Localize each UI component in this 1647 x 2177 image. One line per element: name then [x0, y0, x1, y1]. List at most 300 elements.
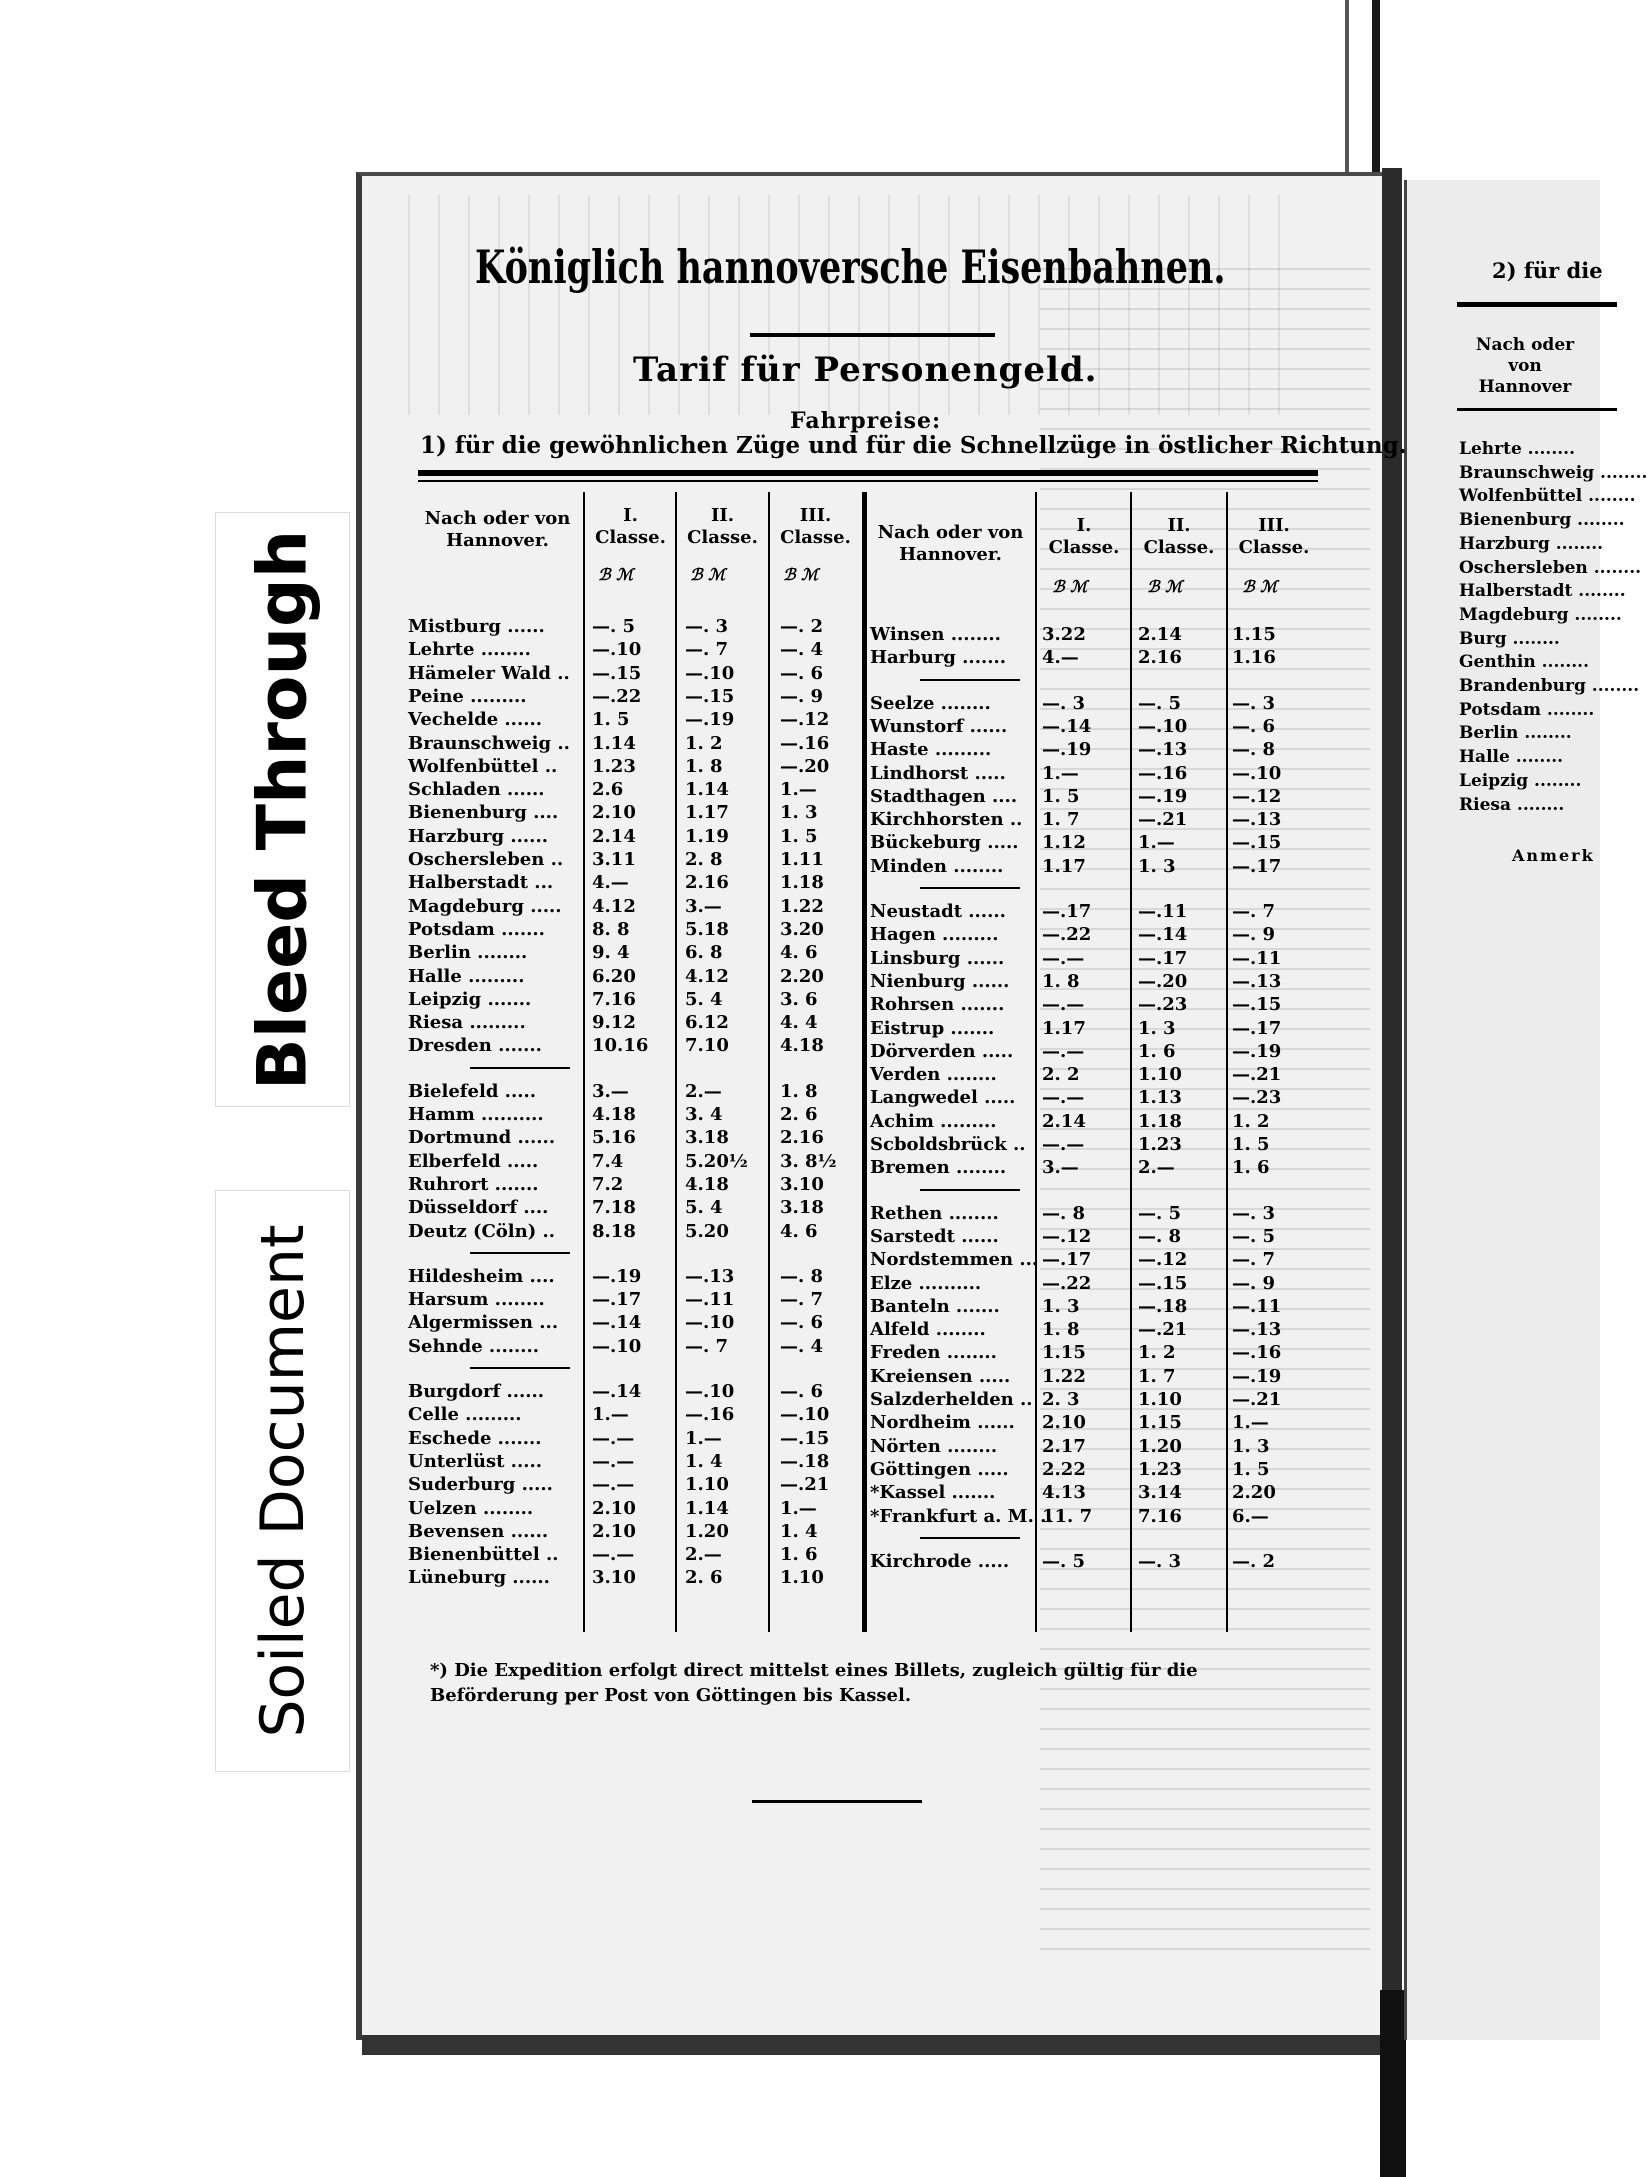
station-name: Burgdorf ......	[408, 1381, 545, 1402]
fare-class3: —.15	[1232, 832, 1282, 854]
fare-class2: 1. 3	[1138, 855, 1176, 877]
station-name: Braunschweig ..	[408, 732, 570, 754]
fare-class3: 1.22	[780, 895, 824, 917]
table-row	[408, 708, 860, 732]
table-row	[408, 1080, 860, 1104]
fare-class3: —.13	[1232, 809, 1282, 831]
binder-edge	[1345, 0, 1349, 175]
table-row	[870, 1481, 1312, 1505]
station-name: Dresden .......	[408, 1035, 542, 1057]
fare-class2: 5.18	[685, 918, 729, 940]
adjacent-page-station: Leipzig ........	[1459, 770, 1582, 791]
group-separator	[470, 1367, 570, 1369]
fare-class1: —.—	[592, 1450, 635, 1472]
fare-class1: 7.4	[592, 1150, 624, 1172]
fare-class2: —.15	[1138, 1272, 1188, 1294]
table-row	[408, 1450, 860, 1474]
station-name: Uelzen ........	[408, 1497, 534, 1519]
fare-class3: —. 6	[780, 1381, 824, 1402]
fare-class2: 2.—	[685, 1080, 722, 1102]
fare-class3: 4. 4	[780, 1012, 818, 1034]
adjacent-page-station: Potsdam ........	[1459, 699, 1595, 720]
subtitle: Tarif für Personengeld.	[633, 350, 1098, 390]
table-row	[408, 895, 860, 919]
table-row	[870, 855, 1312, 879]
table-row	[408, 1220, 860, 1244]
station-name: Kreiensen .....	[870, 1365, 1011, 1387]
table-row	[408, 1427, 860, 1451]
fare-class2: —. 7	[685, 639, 729, 661]
station-name: Halle .........	[408, 965, 525, 987]
station-name: Banteln .......	[870, 1295, 1000, 1317]
fare-class3: 4. 6	[780, 942, 818, 964]
fare-class3: 1. 6	[1232, 1157, 1270, 1179]
fare-class2: —.14	[1138, 924, 1188, 946]
left-station-header: Nach oder von Hannover.	[424, 508, 571, 551]
table-row	[870, 1272, 1312, 1296]
adjacent-page-station: Bienenburg ........	[1459, 510, 1625, 531]
fare-class1: 3.22	[1042, 624, 1086, 645]
fare-class2: 5. 4	[685, 1197, 723, 1219]
fare-class1: —.17	[1042, 1249, 1092, 1271]
fare-class3: —.12	[780, 709, 830, 731]
fare-class1: 1. 5	[592, 709, 630, 731]
fare-class2: —.23	[1138, 994, 1188, 1016]
fare-class3: 1.11	[780, 849, 824, 870]
group-separator	[920, 679, 1020, 681]
fare-class2: 1. 3	[1138, 1017, 1176, 1039]
fare-class2: —.15	[685, 685, 735, 707]
table-row	[408, 801, 860, 825]
fare-class2: —.11	[1138, 901, 1188, 922]
table-row	[870, 1318, 1312, 1342]
fare-class2: 1.17	[685, 802, 729, 824]
fare-class2: 1.—	[1138, 832, 1175, 854]
table-row	[408, 1126, 860, 1150]
fare-class3: 2. 6	[780, 1104, 818, 1125]
fahrpreise-heading: Fahrpreise:	[790, 408, 942, 434]
table-row	[408, 871, 860, 895]
left-class2-header: II. Classe.	[687, 505, 758, 548]
fare-class1: 2.17	[1042, 1435, 1086, 1457]
fare-class2: —.16	[1138, 762, 1188, 784]
station-name: Achim .........	[870, 1110, 997, 1132]
fare-class2: 5. 4	[685, 988, 723, 1010]
table-row	[870, 1550, 1312, 1574]
fare-class3: —. 8	[1232, 739, 1276, 761]
station-name: Leipzig .......	[408, 988, 532, 1010]
fare-class1: 11. 7	[1042, 1505, 1093, 1527]
fare-class2: 5.20⅟₂	[685, 1150, 748, 1172]
station-name: Sehnde ........	[408, 1335, 540, 1357]
fare-class3: 1. 8	[780, 1080, 818, 1102]
adjacent-page-station: Riesa ........	[1459, 794, 1565, 815]
adjacent-page-station: Magdeburg ........	[1459, 604, 1622, 625]
station-name: Scboldsbrück ..	[870, 1134, 1026, 1155]
fare-class1: —.10	[592, 639, 642, 661]
fare-class1: —.—	[1042, 1087, 1085, 1109]
table-row	[870, 831, 1312, 855]
table-row	[870, 808, 1312, 832]
station-name: Dörverden .....	[870, 1040, 1014, 1062]
currency-unit-label: ℬ ℳ	[783, 565, 819, 584]
fare-class3: —. 7	[780, 1289, 824, 1311]
fare-class2: 2. 8	[685, 849, 723, 870]
adjacent-page-heading: 2) für die	[1492, 258, 1603, 283]
footer-rule	[752, 1800, 922, 1803]
fare-class3: 1. 5	[1232, 1458, 1270, 1480]
adjacent-page-station: Brandenburg ........	[1459, 676, 1640, 697]
fare-class1: 4.13	[1042, 1482, 1086, 1504]
table-row	[408, 1520, 860, 1544]
fare-class3: —.18	[780, 1450, 830, 1472]
fare-class3: 1. 5	[780, 825, 818, 847]
fare-class3: —.17	[1232, 855, 1282, 877]
fare-class1: 7.2	[592, 1173, 624, 1195]
station-name: Elze ..........	[870, 1272, 982, 1294]
table-row	[870, 715, 1312, 739]
fare-class1: —.17	[592, 1289, 642, 1311]
station-name: Magdeburg .....	[408, 895, 562, 917]
fare-class2: 1. 6	[1138, 1040, 1176, 1062]
fare-class3: —. 7	[1232, 901, 1276, 922]
fare-class2: 2.14	[1138, 624, 1182, 645]
fare-class3: —.10	[780, 1404, 830, 1426]
station-name: Rethen ........	[870, 1202, 999, 1224]
table-row	[870, 692, 1312, 716]
table-row	[870, 762, 1312, 786]
fare-class1: 2.10	[592, 802, 636, 824]
station-name: Riesa .........	[408, 1012, 526, 1034]
fare-class1: 2.22	[1042, 1458, 1086, 1480]
table-row	[408, 1566, 860, 1590]
table-row	[408, 1265, 860, 1289]
fare-class2: —.21	[1138, 809, 1188, 831]
fare-class2: —. 3	[1138, 1550, 1182, 1572]
table-row	[870, 1063, 1312, 1087]
right-class1-header: I. Classe.	[1048, 515, 1120, 558]
table-row	[408, 1543, 860, 1567]
station-name: Elberfeld .....	[408, 1150, 539, 1172]
fare-class2: 1.14	[685, 779, 729, 801]
fare-class3: —.17	[1232, 1017, 1282, 1039]
table-row	[408, 1473, 860, 1497]
fare-class3: 1. 3	[1232, 1435, 1270, 1457]
fare-class1: 1. 3	[1042, 1295, 1080, 1317]
group-separator	[920, 1537, 1020, 1539]
fare-class1: 2. 3	[1042, 1389, 1080, 1410]
fare-class2: 3.—	[685, 895, 722, 917]
fare-class1: 4.18	[592, 1104, 636, 1125]
currency-unit-label: ℬ ℳ	[690, 565, 726, 584]
fare-class2: 1.20	[1138, 1435, 1182, 1457]
fare-class2: —.10	[685, 662, 735, 684]
title-rule	[750, 333, 995, 337]
table-row	[870, 1365, 1312, 1389]
fare-class1: —. 8	[1042, 1202, 1086, 1224]
fare-class3: —.12	[1232, 785, 1282, 807]
table-row	[408, 1403, 860, 1427]
fare-class2: —.18	[1138, 1295, 1188, 1317]
table-row	[870, 1295, 1312, 1319]
station-name: Alfeld ........	[870, 1319, 986, 1341]
fare-class2: 1.10	[1138, 1064, 1182, 1086]
fare-class1: —.14	[1042, 715, 1092, 737]
adjacent-page-station: Berlin ........	[1459, 723, 1572, 744]
fare-class3: —. 4	[780, 1335, 824, 1357]
page-bottom-edge	[362, 2035, 1397, 2055]
fare-class1: 1. 8	[1042, 1319, 1080, 1341]
fare-class2: —.13	[1138, 739, 1188, 761]
fare-class2: —.21	[1138, 1319, 1188, 1341]
table-row	[408, 918, 860, 942]
fare-class3: 2.20	[1232, 1482, 1276, 1504]
table-row	[408, 848, 860, 872]
fare-class2: 2. 6	[685, 1567, 723, 1589]
right-station-header: Nach oder von Hannover.	[877, 522, 1024, 565]
currency-unit-label: ℬ ℳ	[1052, 577, 1088, 596]
station-name: Kirchhorsten ..	[870, 809, 1023, 831]
group-separator	[920, 887, 1020, 889]
fare-class1: —.10	[592, 1335, 642, 1357]
fare-class2: —.19	[1138, 785, 1188, 807]
fare-class2: 4.12	[685, 965, 729, 987]
right-class2-header: II. Classe.	[1143, 515, 1215, 558]
fare-class1: 8. 8	[592, 918, 630, 940]
fare-class2: —.17	[1138, 947, 1188, 969]
table-row	[408, 1150, 860, 1174]
fare-class3: 1.—	[780, 779, 817, 801]
fare-class1: 3.11	[592, 849, 636, 870]
left-class1-header: I. Classe.	[595, 505, 666, 548]
table-row	[870, 1133, 1312, 1157]
fare-class3: —. 9	[1232, 1272, 1276, 1294]
station-name: *Kassel .......	[870, 1482, 996, 1504]
table-row	[870, 738, 1312, 762]
fare-class3: —. 6	[780, 1312, 824, 1334]
fare-class2: —. 7	[685, 1335, 729, 1357]
fare-class1: —.—	[1042, 947, 1085, 969]
table-row	[870, 1435, 1312, 1459]
station-name: Suderburg .....	[408, 1474, 553, 1496]
fare-class1: 1.17	[1042, 1017, 1086, 1039]
fare-class1: 2.10	[1042, 1412, 1086, 1434]
fare-class3: 1. 5	[1232, 1134, 1270, 1155]
station-name: Celle .........	[408, 1404, 522, 1426]
fare-class2: —.10	[1138, 715, 1188, 737]
station-name: Eschede .......	[408, 1427, 542, 1449]
table-top-rule	[418, 470, 1318, 476]
fare-class3: 2.16	[780, 1127, 824, 1149]
adjacent-page-station: Oschersleben ........	[1459, 557, 1642, 578]
table-top-rule-thin	[418, 480, 1318, 482]
station-name: Verden ........	[870, 1064, 997, 1086]
table-row	[870, 1156, 1312, 1180]
station-name: Langwedel .....	[870, 1087, 1016, 1109]
adjacent-page-column-header: Nach oder von Hannover	[1475, 335, 1575, 397]
fare-class2: —.10	[685, 1381, 735, 1402]
adjacent-page-station: Genthin ........	[1459, 652, 1589, 673]
fare-class2: —. 5	[1138, 1202, 1182, 1224]
station-name: Düsseldorf ....	[408, 1197, 549, 1219]
fare-class2: 1. 8	[685, 755, 723, 777]
table-row	[870, 1202, 1312, 1226]
currency-unit-label: ℬ ℳ	[598, 565, 634, 584]
fare-class3: —.21	[780, 1474, 830, 1496]
adjacent-page-station: Lehrte ........	[1459, 439, 1576, 459]
adjacent-page-station: Halberstadt ........	[1459, 581, 1626, 602]
station-name: Seelze ........	[870, 692, 991, 714]
fare-class1: 7.16	[592, 988, 636, 1010]
fare-class2: —.11	[685, 1289, 735, 1311]
fare-class1: 3.10	[592, 1567, 636, 1589]
station-name: Potsdam .......	[408, 918, 545, 940]
station-name: Nordstemmen ...	[870, 1249, 1039, 1271]
table-row	[408, 1103, 860, 1127]
fare-class3: 3. 8⅟₂	[780, 1150, 837, 1172]
fare-class1: 2. 2	[1042, 1064, 1080, 1086]
adjacent-page-station: Braunschweig ........	[1459, 462, 1647, 483]
table-row	[870, 785, 1312, 809]
station-name: Bückeburg .....	[870, 832, 1019, 854]
fare-class2: 3. 4	[685, 1104, 723, 1125]
group-separator	[470, 1067, 570, 1069]
station-name: Peine .........	[408, 685, 527, 707]
station-name: Salzderhelden ..	[870, 1389, 1033, 1410]
fare-class3: —. 4	[780, 639, 824, 661]
fare-class3: —.21	[1232, 1064, 1282, 1086]
table-center-divider	[862, 492, 867, 1632]
fare-class3: 1.18	[780, 872, 824, 894]
table-row	[870, 623, 1312, 647]
station-name: Bienenburg ....	[408, 802, 559, 824]
table-row	[870, 1458, 1312, 1482]
fare-class1: 2.14	[1042, 1110, 1086, 1132]
fare-class1: —.—	[1042, 1040, 1085, 1062]
adjacent-page-note: Anmerk	[1512, 846, 1595, 865]
table-row	[870, 993, 1312, 1017]
fare-class1: 1.—	[592, 1404, 629, 1426]
table-row	[408, 732, 860, 756]
station-name: Neustadt ......	[870, 901, 1006, 922]
table-row	[870, 1040, 1312, 1064]
fare-class3: —.11	[1232, 947, 1282, 969]
station-name: Bevensen ......	[408, 1520, 549, 1542]
fare-class3: —.20	[780, 755, 830, 777]
fare-class1: —.19	[1042, 739, 1092, 761]
fare-class1: 4.12	[592, 895, 636, 917]
fare-class3: 1. 4	[780, 1520, 818, 1542]
fare-class1: 9. 4	[592, 942, 630, 964]
fare-class1: —. 5	[592, 616, 636, 637]
fare-class1: —.—	[592, 1474, 635, 1496]
soiled-document-label	[215, 1190, 350, 1772]
table-row	[408, 1011, 860, 1035]
fare-class1: 1.15	[1042, 1342, 1086, 1364]
fare-class2: 2.—	[1138, 1157, 1175, 1179]
fare-class1: —. 5	[1042, 1550, 1086, 1572]
fare-class3: —.16	[780, 732, 830, 754]
table-row	[408, 1288, 860, 1312]
table-row	[408, 1497, 860, 1521]
fare-class1: —.—	[1042, 1134, 1085, 1155]
fare-class3: 4. 6	[780, 1220, 818, 1242]
fare-class3: 3.20	[780, 918, 824, 940]
table-row	[408, 685, 860, 709]
fare-class2: 1.20	[685, 1520, 729, 1542]
table-row	[408, 1335, 860, 1359]
fare-class1: 1. 8	[1042, 970, 1080, 992]
station-name: Vechelde ......	[408, 709, 543, 731]
fare-class2: 7.16	[1138, 1505, 1182, 1527]
station-name: Bienenbüttel ..	[408, 1544, 559, 1566]
station-name: Schladen ......	[408, 779, 545, 801]
fare-class3: —.15	[1232, 994, 1282, 1016]
fare-class1: 1. 5	[1042, 785, 1080, 807]
fare-class3: —.11	[1232, 1295, 1282, 1317]
fare-class2: 1.18	[1138, 1110, 1182, 1132]
fare-class3: —.21	[1232, 1389, 1282, 1410]
table-row	[870, 1341, 1312, 1365]
adjacent-page-rule	[1457, 302, 1617, 307]
fare-class1: 3.—	[1042, 1157, 1079, 1179]
fare-class1: 1.—	[1042, 762, 1079, 784]
fare-class1: 4.—	[1042, 647, 1079, 669]
table-row	[408, 941, 860, 965]
station-name: Berlin ........	[408, 942, 528, 964]
fare-class2: 1.14	[685, 1497, 729, 1519]
station-name: Minden ........	[870, 855, 1004, 877]
station-name: Hamm ..........	[408, 1104, 544, 1125]
fare-class2: —. 8	[1138, 1225, 1182, 1247]
fare-class3: —.19	[1232, 1365, 1282, 1387]
section-heading: 1) für die gewöhnlichen Züge und für die Schnellzüge in östlicher Richtung.	[420, 432, 1407, 459]
fare-class1: 10.16	[592, 1035, 649, 1057]
fare-class2: 1.19	[685, 825, 729, 847]
fare-class3: 1.—	[1232, 1412, 1269, 1434]
fare-class3: 3. 6	[780, 988, 818, 1010]
fare-class3: —. 2	[1232, 1550, 1276, 1572]
fare-class2: 1.10	[685, 1474, 729, 1496]
table-row	[870, 1388, 1312, 1412]
fare-class2: —.12	[1138, 1249, 1188, 1271]
fare-class2: 4.18	[685, 1173, 729, 1195]
page-title: Königlich hannoversche Eisenbahnen.	[475, 240, 1226, 294]
fare-class2: 1.15	[1138, 1412, 1182, 1434]
fare-class3: —. 6	[1232, 715, 1276, 737]
fare-class1: 1.23	[592, 755, 636, 777]
fare-class1: 1. 7	[1042, 809, 1080, 831]
adjacent-page-station: Burg ........	[1459, 628, 1560, 649]
station-name: Bremen ........	[870, 1157, 1007, 1179]
fare-class3: —.13	[1232, 970, 1282, 992]
table-row	[870, 1017, 1312, 1041]
fare-class2: 6.12	[685, 1012, 729, 1034]
table-row	[408, 778, 860, 802]
fare-class3: —. 7	[1232, 1249, 1276, 1271]
fare-class1: 9.12	[592, 1012, 636, 1034]
fare-class1: —.15	[592, 662, 642, 684]
currency-unit-label: ℬ ℳ	[1242, 577, 1278, 596]
table-row	[870, 1225, 1312, 1249]
station-name: Linsburg ......	[870, 947, 1005, 969]
table-row	[870, 1411, 1312, 1435]
fare-class3: —.16	[1232, 1342, 1282, 1364]
table-row	[408, 1311, 860, 1335]
soiled-document-text: Soiled Document	[247, 1224, 318, 1738]
fare-class1: —.22	[1042, 924, 1092, 946]
adjacent-page-station: Wolfenbüttel ........	[1459, 486, 1636, 507]
